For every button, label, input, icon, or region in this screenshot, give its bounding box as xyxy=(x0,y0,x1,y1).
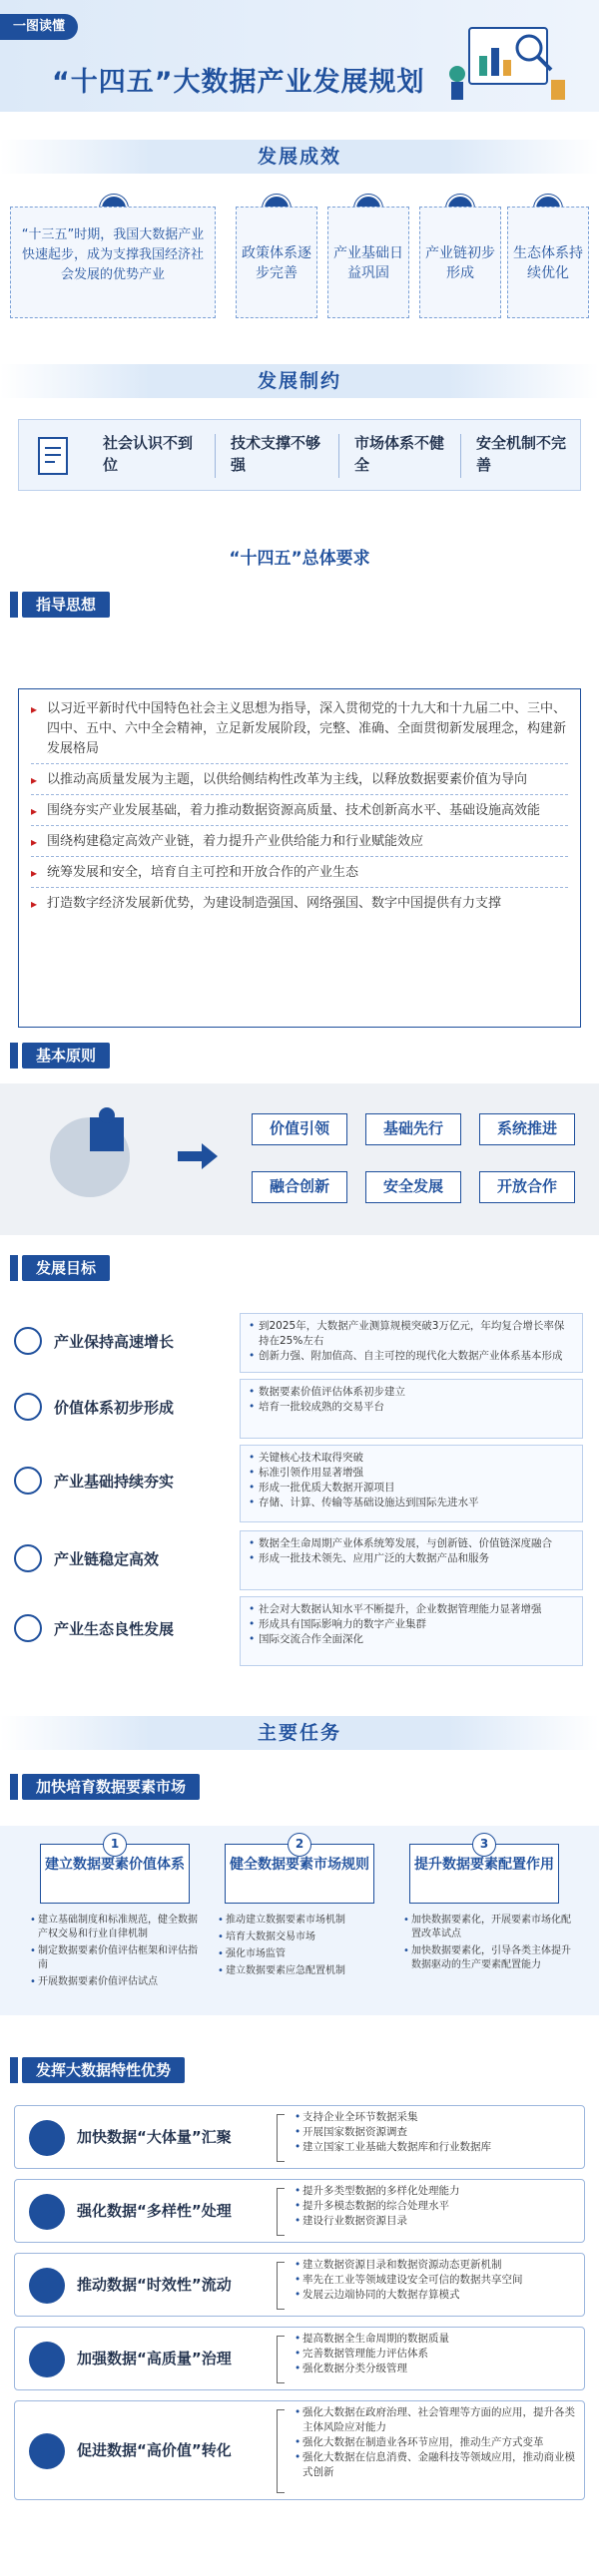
target-point: • 国际交流合作全面深化 xyxy=(249,1632,574,1647)
chain-link-icon xyxy=(14,1544,42,1572)
governance-icon xyxy=(29,2342,65,2377)
target-point: • 创新力强、附加值高、自主可控的现代化大数据产业体系基本形成 xyxy=(249,1349,574,1364)
network-icon xyxy=(14,1467,42,1495)
page-title: “十四五”大数据产业发展规划 xyxy=(52,67,425,98)
feature-row xyxy=(14,2179,585,2243)
divider xyxy=(215,434,216,478)
principle-item: 价值引领 xyxy=(252,1113,347,1145)
market-tag: 加快培育数据要素市场 xyxy=(22,1774,200,1800)
principle-item: 融合创新 xyxy=(252,1171,347,1203)
feature-point: • 提升多模态数据的综合处理水平 xyxy=(295,2199,578,2214)
divider xyxy=(460,434,461,478)
feature-point: • 强化数据分类分级管理 xyxy=(295,2361,578,2376)
feature-tag: 发挥大数据特性优势 xyxy=(22,2057,185,2083)
achievement-summary: “十三五”时期，我国大数据产业快速起步，成为支撑我国经济社会发展的优势产业 xyxy=(10,207,216,318)
feature-point: • 支持企业全环节数据采集 xyxy=(295,2110,578,2125)
feature-point: • 提高数据全生命周期的数据质量 xyxy=(295,2332,578,2347)
achievement-item: 产业链初步形成 xyxy=(419,207,501,318)
market-point: • 开展数据要素价值评估试点 xyxy=(30,1975,200,1989)
target-point: • 数据要素价值评估体系初步建立 xyxy=(249,1385,574,1400)
feature-point: • 建立国家工业基础大数据库和行业数据库 xyxy=(295,2140,578,2155)
target-name: 产业保持高速增长 xyxy=(54,1333,175,1351)
target-row xyxy=(14,1313,585,1373)
market-card xyxy=(225,1837,374,1904)
feature-row xyxy=(14,2327,585,2390)
guide-item: ▸ 打造数字经济发展新优势，为建设制造强国、网络强国、数字中国提供有力支撑 xyxy=(31,894,568,918)
principle-item: 安全发展 xyxy=(365,1171,461,1203)
target-point: • 形成具有国际影响力的数字产业集群 xyxy=(249,1617,574,1632)
guide-tag: 指导思想 xyxy=(22,592,110,618)
market-point: • 推动建立数据要素市场机制 xyxy=(218,1914,387,1928)
market-point: • 加快数据要素化，引导各类主体提升数据驱动的生产要素配置能力 xyxy=(403,1944,573,1972)
feature-row xyxy=(14,2105,585,2169)
gear-icon xyxy=(14,1393,42,1421)
feature-point: • 提升多类型数据的多样化处理能力 xyxy=(295,2184,578,2199)
data-analysis-illustration-icon xyxy=(439,14,569,104)
target-point: • 关键核心技术取得突破 xyxy=(249,1451,574,1466)
target-name: 产业链稳定高效 xyxy=(54,1550,160,1568)
feature-point: • 建设行业数据资源目录 xyxy=(295,2214,578,2229)
feature-name: 强化数据“多样性”处理 xyxy=(77,2202,232,2220)
layers-icon xyxy=(29,2194,65,2230)
section-achievements-title: 发展成效 xyxy=(0,140,599,174)
feature-list xyxy=(295,2332,578,2376)
market-point: • 培育大数据交易市场 xyxy=(218,1931,387,1944)
principle-item: 开放合作 xyxy=(479,1171,575,1203)
target-point: • 到2025年，大数据产业测算规模突破3万亿元，年均复合增长率保持在25%左右 xyxy=(249,1319,574,1349)
target-row xyxy=(14,1596,585,1666)
target-name: 产业基础持续夯实 xyxy=(54,1473,175,1491)
divider xyxy=(338,434,339,478)
target-details xyxy=(240,1596,583,1666)
achievement-item: 政策体系逐步完善 xyxy=(236,207,317,318)
feature-row xyxy=(14,2400,585,2500)
constraint-item: 社会认识不到位 xyxy=(103,434,194,474)
target-point: • 形成一批技术领先、应用广泛的大数据产品和服务 xyxy=(249,1551,574,1566)
guide-item: ▸ 围绕构建稳定高效产业链，着力提升产业供给能力和行业赋能效应 xyxy=(31,832,568,857)
target-details xyxy=(240,1445,583,1522)
puzzle-head-icon xyxy=(30,1099,150,1219)
feature-point: • 率先在工业等领域建设安全可信的数据共享空间 xyxy=(295,2273,578,2288)
bracket xyxy=(277,2114,285,2162)
market-card-title: 健全数据要素市场规则 xyxy=(230,1857,369,1873)
feature-point: • 开展国家数据资源调查 xyxy=(295,2125,578,2140)
flow-icon xyxy=(29,2268,65,2304)
guide-item: ▸ 围绕夯实产业发展基础，着力推动数据资源高质量、技术创新高水平、基础设施高效能 xyxy=(31,801,568,826)
market-point: • 加快数据要素化，开展要素市场化配置改革试点 xyxy=(403,1914,573,1941)
target-point: • 形成一批优质大数据开源项目 xyxy=(249,1481,574,1496)
target-point: • 数据全生命周期产业体系统筹发展，与创新链、价值链深度融合 xyxy=(249,1536,574,1551)
feature-point: • 建立数据资源目录和数据资源动态更新机制 xyxy=(295,2258,578,2273)
cloud-icon xyxy=(14,1327,42,1355)
feature-point: • 强化大数据在制造业各环节应用，推动生产方式变革 xyxy=(295,2435,578,2450)
market-card-title: 提升数据要素配置作用 xyxy=(414,1857,554,1873)
card-number: 2 xyxy=(288,1833,311,1857)
feature-list xyxy=(295,2184,578,2229)
constraints-panel xyxy=(18,419,581,491)
feature-name: 推动数据“时效性”流动 xyxy=(77,2276,232,2294)
requirements-title: “十四五”总体要求 xyxy=(229,549,370,569)
market-card-list xyxy=(218,1914,387,1981)
feature-point: • 强化大数据在信息消费、金融科技等领域应用，推动商业模式创新 xyxy=(295,2450,578,2480)
constraint-item: 市场体系不健全 xyxy=(354,434,445,474)
principle-item: 基础先行 xyxy=(365,1113,461,1145)
bracket xyxy=(277,2336,285,2383)
feature-name: 加强数据“高质量”治理 xyxy=(77,2350,232,2367)
section-constraints-title: 发展制约 xyxy=(0,364,599,398)
guide-panel xyxy=(18,688,581,1028)
target-details xyxy=(240,1313,583,1373)
header-tag: 一图读懂 xyxy=(0,14,78,40)
target-row xyxy=(14,1379,585,1439)
market-card-title: 建立数据要素价值体系 xyxy=(45,1857,185,1873)
guide-item: ▸ 以推动高质量发展为主题，以供给侧结构性改革为主线，以释放数据要素价值为导向 xyxy=(31,770,568,795)
target-name: 产业生态良性发展 xyxy=(54,1620,175,1638)
section-tasks-title: 主要任务 xyxy=(0,1716,599,1750)
market-point: • 强化市场监管 xyxy=(218,1947,387,1961)
guide-item: ▸ 以习近平新时代中国特色社会主义思想为指导，深入贯彻党的十九大和十九届二中、三中、四中、五中、六中全会精神，立足新发展阶段，完整、准确、全面贯彻新发展理念，构建新发展格局 xyxy=(31,699,568,764)
target-row xyxy=(14,1445,585,1522)
target-point: • 存储、计算、传输等基础设施达到国际先进水平 xyxy=(249,1496,574,1510)
feature-point: • 发展云边端协同的大数据存算模式 xyxy=(295,2288,578,2303)
market-point: • 制定数据要素价值评估框架和评估指南 xyxy=(30,1944,200,1972)
feature-name: 促进数据“高价值”转化 xyxy=(77,2441,232,2459)
target-name: 价值体系初步形成 xyxy=(54,1399,175,1417)
feature-point: • 强化大数据在政府治理、社会管理等方面的应用，提升各类主体风险应对能力 xyxy=(295,2405,578,2435)
target-details xyxy=(240,1530,583,1590)
market-point: • 建立数据要素应急配置机制 xyxy=(218,1964,387,1978)
target-row xyxy=(14,1530,585,1590)
bracket xyxy=(277,2409,285,2493)
card-number: 1 xyxy=(103,1833,127,1857)
cloud-upload-icon xyxy=(29,2120,65,2156)
feature-row xyxy=(14,2253,585,2317)
market-card-list xyxy=(403,1914,573,1975)
feature-list xyxy=(295,2258,578,2303)
bracket xyxy=(277,2262,285,2310)
constraint-item: 技术支撑不够强 xyxy=(231,434,321,474)
guide-item: ▸ 统筹发展和安全，培育自主可控和开放合作的产业生态 xyxy=(31,863,568,888)
feature-point: • 完善数据管理能力评估体系 xyxy=(295,2347,578,2361)
feature-list xyxy=(295,2110,578,2155)
achievement-item: 产业基础日益巩固 xyxy=(327,207,409,318)
document-icon xyxy=(29,432,77,480)
bracket xyxy=(277,2188,285,2236)
target-point: • 标准引领作用显著增强 xyxy=(249,1466,574,1481)
target-details xyxy=(240,1379,583,1439)
market-point: • 建立基础制度和标准规范，健全数据产权交易和行业自律机制 xyxy=(30,1914,200,1941)
header-banner xyxy=(0,0,599,112)
market-card xyxy=(409,1837,559,1904)
targets-tag: 发展目标 xyxy=(22,1255,110,1281)
constraint-item: 安全机制不完善 xyxy=(476,434,567,474)
target-point: • 培育一批较成熟的交易平台 xyxy=(249,1400,574,1415)
card-number: 3 xyxy=(472,1833,496,1857)
principles-panel xyxy=(0,1083,599,1235)
feature-list xyxy=(295,2405,578,2480)
arrow-right-icon xyxy=(178,1141,218,1171)
principle-item: 系统推进 xyxy=(479,1113,575,1145)
market-card-list xyxy=(30,1914,200,1992)
achievements-panel xyxy=(10,195,589,324)
achievement-item: 生态体系持续优化 xyxy=(507,207,589,318)
market-card xyxy=(40,1837,190,1904)
market-panel xyxy=(0,1826,599,2015)
globe-icon xyxy=(14,1614,42,1642)
principle-tag: 基本原则 xyxy=(22,1043,110,1069)
feature-name: 加快数据“大体量”汇聚 xyxy=(77,2128,232,2146)
bar-chart-icon xyxy=(29,2433,65,2469)
target-point: • 社会对大数据认知水平不断提升，企业数据管理能力显著增强 xyxy=(249,1602,574,1617)
